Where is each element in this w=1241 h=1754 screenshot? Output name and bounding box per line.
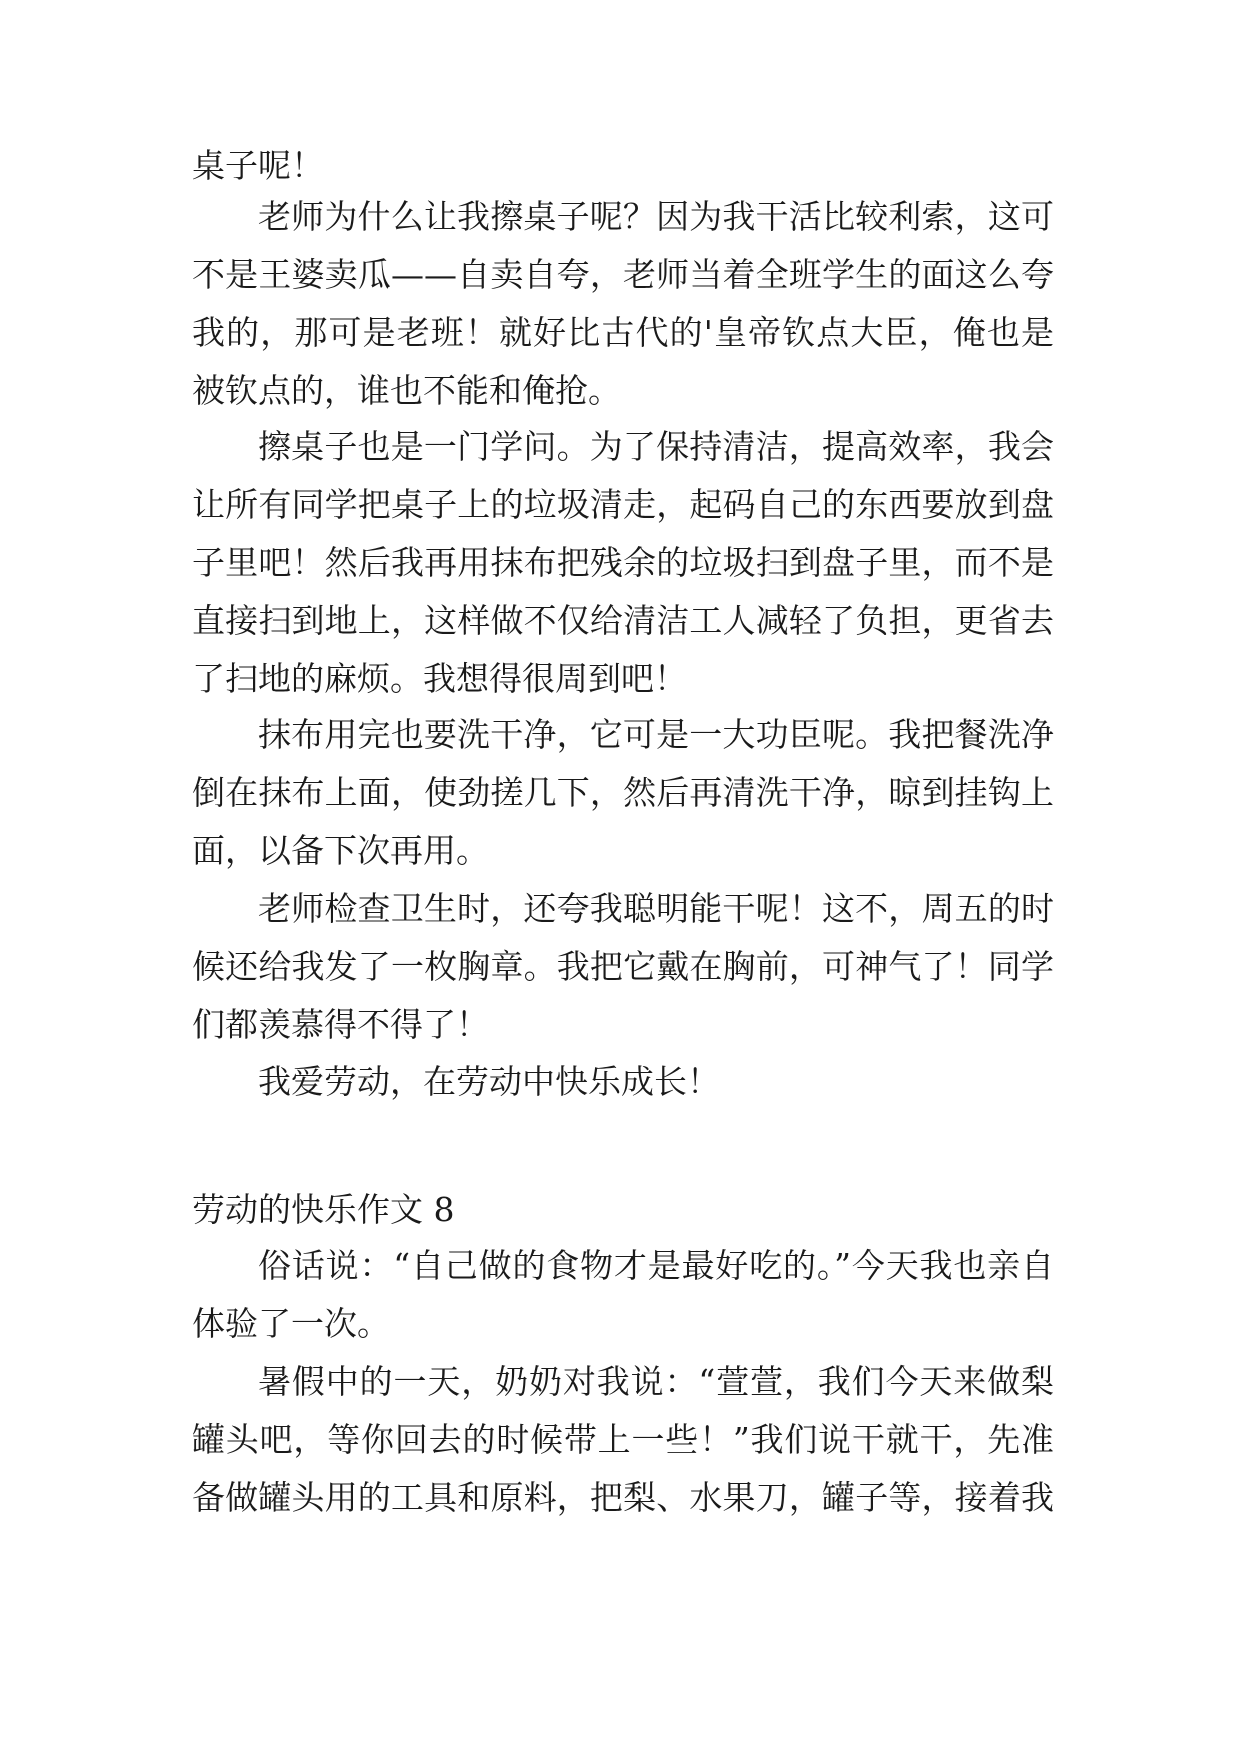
paragraph-line: 暑假中的一天，奶奶对我说：“萱萱，我们今天来做梨 (258, 1362, 1054, 1401)
paragraph-line: 们都羡慕得不得了！ (192, 1005, 489, 1044)
paragraph-line: 擦桌子也是一门学问。为了保持清洁，提高效率，我会 (258, 427, 1054, 466)
paragraph-line: 倒在抹布上面，使劲搓几下，然后再清洗干净，晾到挂钩上 (192, 773, 1054, 812)
paragraph-line: 备做罐头用的工具和原料，把梨、水果刀，罐子等，接着我 (192, 1478, 1054, 1517)
paragraph-line: 抹布用完也要洗干净，它可是一大功臣呢。我把餐洗净 (258, 715, 1054, 754)
section-title: 劳动的快乐作文 8 (192, 1190, 455, 1229)
paragraph-line: 罐头吧，等你回去的时候带上一些！”我们说干就干，先准 (192, 1420, 1054, 1459)
paragraph-line: 我的，那可是老班！就好比古代的'皇帝钦点大臣，俺也是 (192, 313, 1054, 352)
paragraph-line: 俗话说：“自己做的食物才是最好吃的。”今天我也亲自 (258, 1246, 1054, 1285)
paragraph-line: 直接扫到地上，这样做不仅给清洁工人减轻了负担，更省去 (192, 601, 1054, 640)
paragraph-line: 被钦点的，谁也不能和俺抢。 (192, 371, 621, 410)
paragraph-line: 我爱劳动，在劳动中快乐成长！ (258, 1062, 720, 1101)
paragraph-line: 老师为什么让我擦桌子呢？因为我干活比较利索，这可 (258, 197, 1054, 236)
paragraph-line: 不是王婆卖瓜——自卖自夸，老师当着全班学生的面这么夸 (192, 255, 1054, 294)
paragraph-line: 体验了一次。 (192, 1304, 390, 1343)
paragraph-line: 了扫地的麻烦。我想得很周到吧！ (192, 659, 687, 698)
paragraph-line: 老师检查卫生时，还夸我聪明能干呢！这不，周五的时 (258, 889, 1054, 928)
paragraph-line: 候还给我发了一枚胸章。我把它戴在胸前，可神气了！同学 (192, 947, 1054, 986)
paragraph-line: 让所有同学把桌子上的垃圾清走，起码自己的东西要放到盘 (192, 485, 1054, 524)
paragraph-line: 子里吧！然后我再用抹布把残余的垃圾扫到盘子里，而不是 (192, 543, 1054, 582)
paragraph-line: 桌子呢！ (192, 146, 324, 185)
paragraph-line: 面，以备下次再用。 (192, 831, 489, 870)
